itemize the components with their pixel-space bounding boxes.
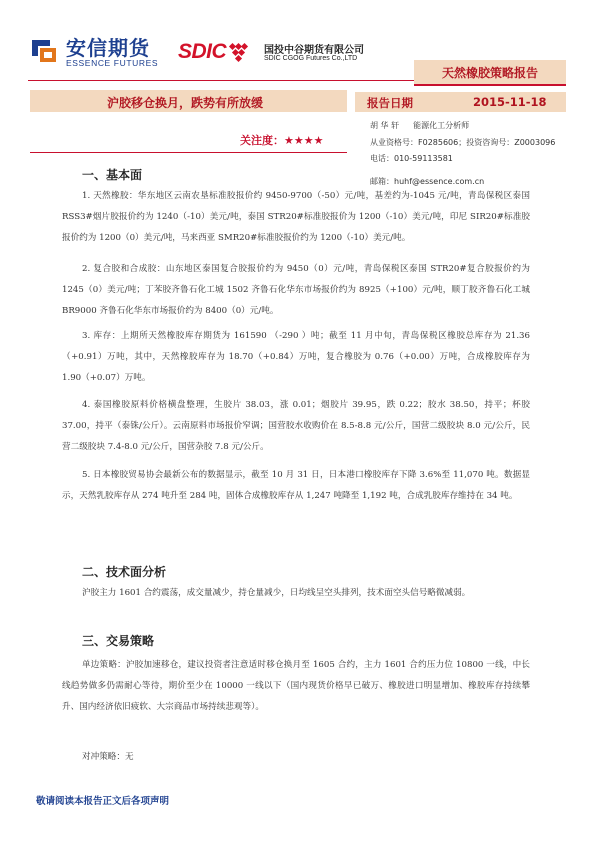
fundamentals-paragraph-2: 2. 复合胶和合成胶：山东地区泰国复合胶报价约为 9450（0）元/吨，青岛保税区泰国 STR20#复合胶报价约为 1245（0）美元/吨；丁苯胶齐鲁石化工城 1502 齐鲁石化华东市场报价约为 8925（+100）元/吨，顺丁胶齐鲁石化工城 BR9000 齐鲁石化华东市场报价约为 8400（0）元/吨。 xyxy=(62,264,530,316)
essence-futures-logo xyxy=(28,30,168,76)
attention-label: 关注度： xyxy=(240,134,284,147)
fundamentals-paragraph-3: 3. 库存：上期所天然橡胶库存期货为 161590 （-290 ）吨；截至 11 月中旬，青岛保税区橡胶总库存为 21.36（+0.91）万吨，其中，天然橡胶库存为 18.70（+0.84）万吨，复合橡胶为 0.76（+0.00）万吨，合成橡胶库存为 1.90（+0.07）万吨。 xyxy=(62,331,530,383)
essence-name-en: ESSENCE FUTURES xyxy=(66,58,159,68)
email-address: huhf@essence.com.cn xyxy=(394,176,485,186)
strategy-paragraph-1: 单边策略：沪胶加速移仓，建议投资者注意适时移仓换月至 1605 合约，主力 1601 合约压力位 10800 一线，中长线趋势做多仍需耐心等待，期价至少在 10000 一线以下（国内现货价格早已破万、橡胶进口明显增加、橡胶库存持续攀升、国内经济依旧疲软、大宗商品市场持续悲观等）。 xyxy=(62,660,530,712)
sdic-diamond-icon xyxy=(228,42,250,64)
sdic-name-cn: 国投中谷期货有限公司 xyxy=(264,45,364,56)
analyst-role: 能源化工分析师 xyxy=(413,121,470,130)
report-type-badge: 天然橡胶策略报告 xyxy=(414,60,566,86)
strategy-paragraph-2: 对冲策略：无 xyxy=(82,752,134,762)
section-strategy-heading: 三、交易策略 xyxy=(82,634,155,648)
phone-number: 010-59113581 xyxy=(394,154,453,163)
fundamentals-paragraph-1: 1. 天然橡胶：华东地区云南农垦标准胶报价约 9450-9700（-50）元/吨，基差约为-1045 元/吨，青岛保税区泰国 RSS3#烟片胶报价约为 1240（-10）美元/吨，泰国 STR20#标准胶报价为 1200（-10）美元/吨，印尼 SIR20#标准胶报价约为 1200（0）美元/吨，马来西亚 SMR20#标准胶报价约为 1200（-10）美元/吨。 xyxy=(62,191,530,243)
section-fundamentals-heading: 一、基本面 xyxy=(82,168,143,182)
report-date-value: 2015-11-18 xyxy=(473,95,547,109)
report-title: 沪胶移仓换月，跌势有所放缓 xyxy=(106,96,263,110)
essence-name-cn: 安信期货 xyxy=(66,36,150,60)
report-date-label: 报告日期 xyxy=(367,96,413,110)
disclaimer-link[interactable]: 敬请阅读本报告正文后各项声明 xyxy=(36,796,170,807)
section-technical-heading: 二、技术面分析 xyxy=(82,565,167,579)
report-date-box xyxy=(355,92,566,112)
attention-rating xyxy=(240,132,323,148)
header-divider xyxy=(28,80,414,81)
technical-paragraph: 沪胶主力 1601 合约震荡，成交量减少，持仓量减少，日均线呈空头排列，技术面空头信号略微减弱。 xyxy=(82,588,471,598)
cert-number: F0285606； xyxy=(418,137,467,147)
fundamentals-paragraph-4: 4. 泰国橡胶原料价格横盘整理，生胶片 38.03，涨 0.01；烟胶片 39.95，跌 0.22；胶水 38.50，持平；杯胶 37.00，持平（泰铢/公斤）。云南原料市场报价窄调；国营胶水收购价在 8.5-8.8 元/公斤，国营二级胶块 8.0 元/公斤，民营二级胶块 7.4-8.0 元/公斤，国营杂胶 7.8 元/公斤。 xyxy=(62,400,530,452)
attention-stars: ★★★★ xyxy=(284,134,324,147)
advisor-number: Z0003096 xyxy=(514,137,556,147)
fundamentals-paragraph-5: 5. 日本橡胶贸易协会最新公布的数据显示，截至 10 月 31 日，日本港口橡胶库存下降 3.6%至 11,070 吨。数据显示，天然乳胶库存从 274 吨升至 284 吨，固体合成橡胶库存从 1,247 吨降至 1,192 吨，合成乳胶库存维持在 34 吨。 xyxy=(62,470,530,501)
advisor-label: 投资咨询号： xyxy=(466,137,515,147)
title-divider xyxy=(30,152,347,153)
email-label: 邮箱： xyxy=(370,176,394,186)
cert-label: 从业资格号： xyxy=(370,137,418,147)
analyst-info xyxy=(370,118,555,190)
sdic-logo xyxy=(178,40,383,70)
analyst-name: 胡 华 轩 xyxy=(370,121,400,130)
essence-logo-icon xyxy=(28,34,60,66)
sdic-mark-text: SDIC xyxy=(178,40,227,63)
phone-label: 电话： xyxy=(370,154,394,163)
sdic-name-en: SDIC CGOG Futures Co.,LTD xyxy=(264,55,358,62)
